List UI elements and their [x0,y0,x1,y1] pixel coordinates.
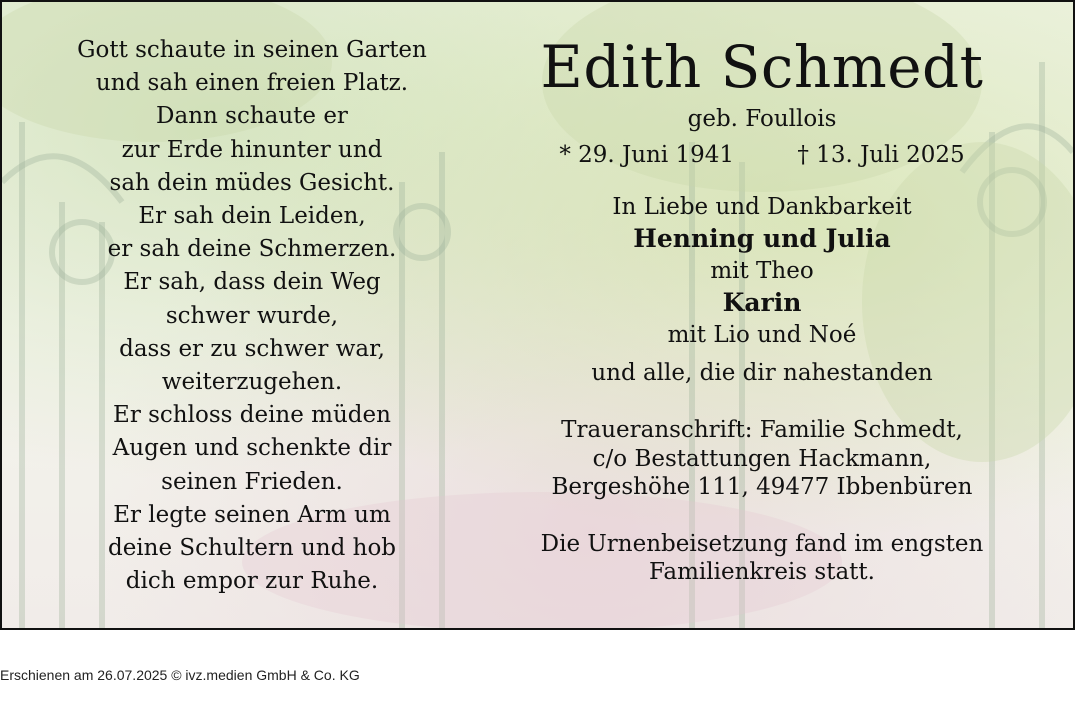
poem-line: Gott schaute in seinen Garten [77,37,427,63]
mourner-with: mit Lio und Noé [667,322,857,348]
address-line: Bergeshöhe 111, 49477 Ibbenbüren [551,474,973,500]
poem [42,34,462,598]
mourner-with: mit Theo [710,258,814,284]
address-line: Traueranschrift: Familie Schmedt, [561,417,963,443]
mourners-others: und alle, die dir nahestanden [591,360,933,386]
poem-line: sah dein müdes Gesicht. [109,169,395,196]
burial-note-line: Familienkreis statt. [649,559,875,585]
poem-line: seinen Frieden. [161,468,343,495]
poem-line: er sah deine Schmerzen. [107,236,397,263]
poem-line: Er legte seinen Arm um [113,501,391,528]
obituary-details [502,30,1022,587]
burial-note-line: Die Urnenbeisetzung fand im engsten [540,530,984,557]
publication-footer: Erschienen am 26.07.2025 © ivz.medien GmbH & Co. KG [0,667,360,683]
life-dates [502,138,1022,172]
deceased-name: Edith Schmedt [540,33,984,101]
mourner-name: Karin [722,288,802,317]
poem-line: zur Erde hinunter und [121,136,383,163]
address-line: c/o Bestattungen Hackmann, [592,445,932,472]
mourner-name: Henning und Julia [633,224,891,253]
poem-line: schwer wurde, [165,302,339,329]
poem-line: dich empor zur Ruhe. [125,568,379,595]
poem-line: Er sah, dass dein Weg [123,269,381,296]
poem-line: Augen und schenkte dir [112,435,392,462]
poem-line: Er schloss deine müden [113,402,391,429]
mourning-address [502,416,1022,502]
burial-note [502,530,1022,587]
poem-line: und sah einen freien Platz. [95,70,409,97]
poem-line: Dann schaute er [156,103,348,130]
poem-line: Er sah dein Leiden, [138,203,366,230]
birth-date: * 29. Juni 1941 [559,142,735,168]
mourners-intro: In Liebe und Dankbarkeit [612,194,912,220]
poem-line: dass er zu schwer war, [119,335,385,362]
birth-name: geb. Foullois [687,106,837,132]
death-date: † 13. Juli 2025 [797,142,965,168]
poem-line: weiterzugehen. [161,369,343,396]
poem-line: deine Schultern und hob [107,535,397,562]
